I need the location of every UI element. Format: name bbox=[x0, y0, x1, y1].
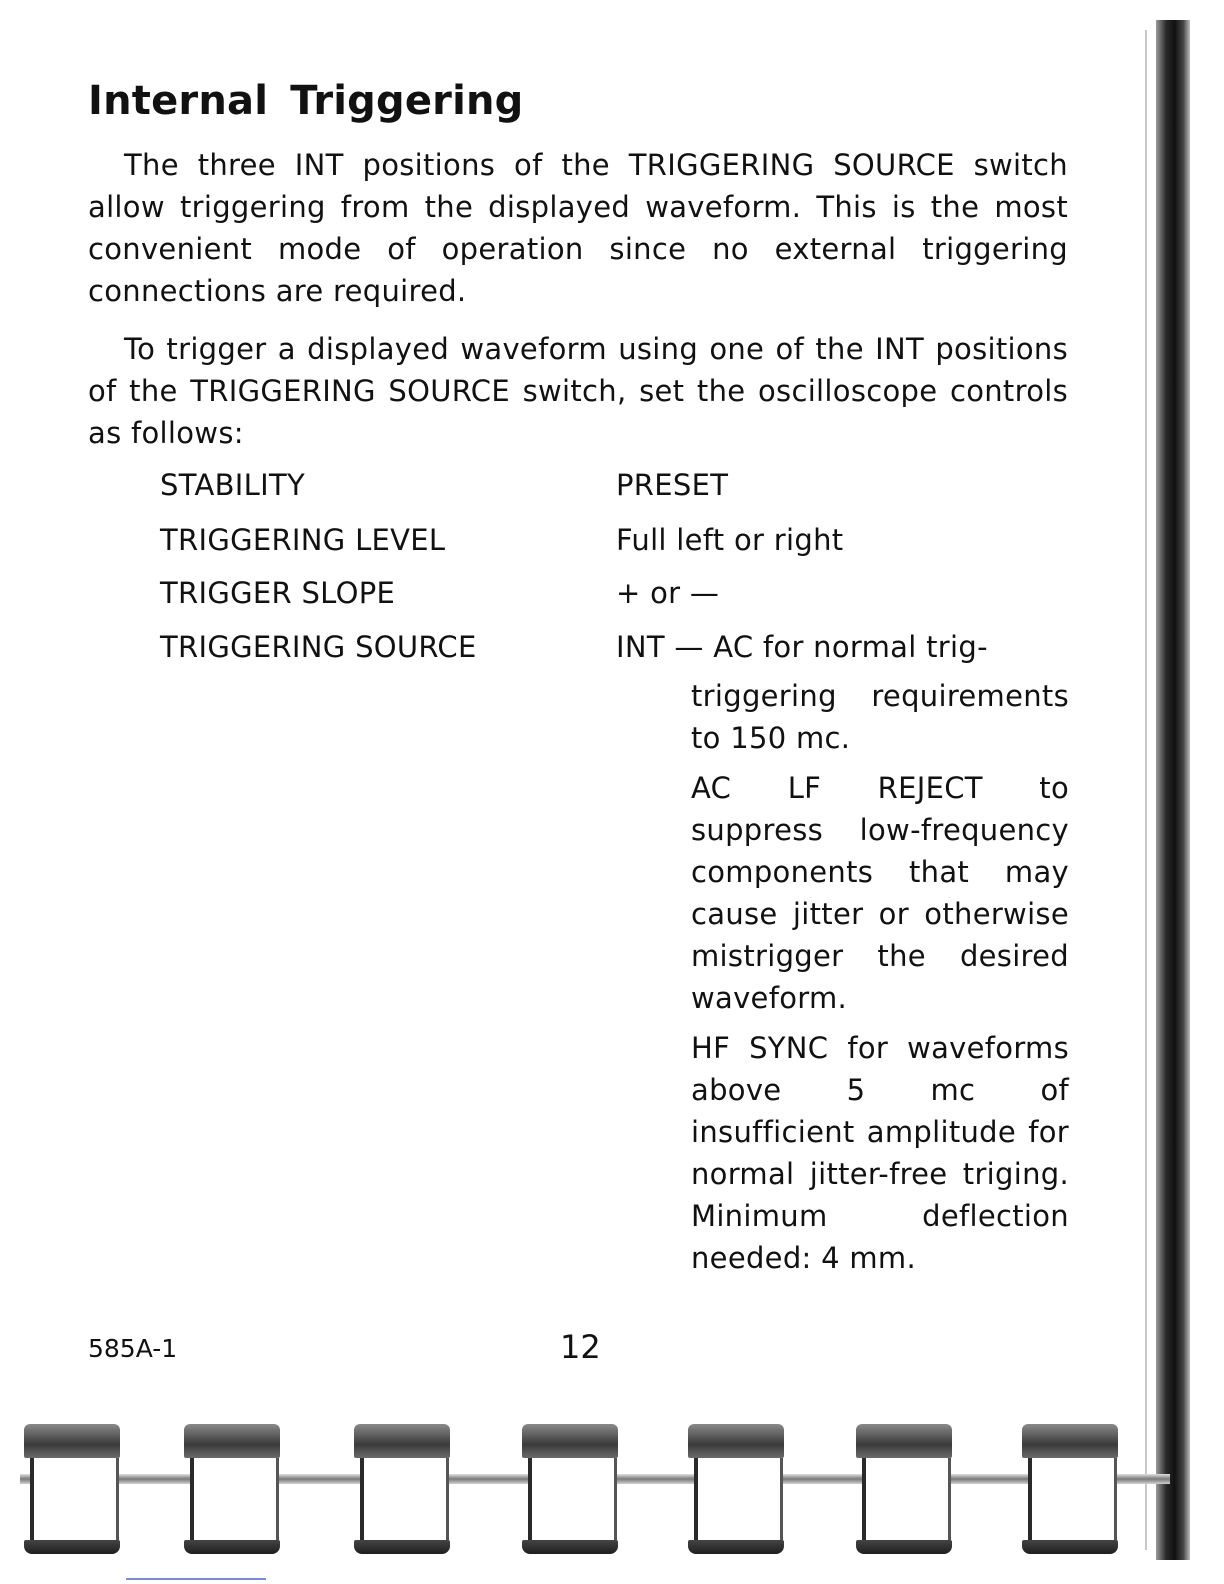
binding-edge bbox=[1156, 20, 1190, 1560]
instruction-paragraph: To trigger a displayed waveform using one of the INT positions of the TRIGGERING SOURCE switch, set the oscilloscope controls as follows: bbox=[88, 332, 1068, 450]
setting-label: STABILITY bbox=[160, 468, 305, 502]
binding-ring bbox=[1022, 1424, 1118, 1556]
section-heading: Internal Triggering bbox=[88, 78, 524, 124]
document-id: 585A-1 bbox=[88, 1334, 178, 1363]
setting-value: Full left or right bbox=[616, 523, 844, 557]
scan-artifact-line bbox=[126, 1578, 266, 1580]
page-number: 12 bbox=[560, 1328, 601, 1366]
binding-ring bbox=[522, 1424, 618, 1556]
binding-ring bbox=[184, 1424, 280, 1556]
setting-value: + or — bbox=[616, 576, 720, 610]
setting-label: TRIGGERING LEVEL bbox=[160, 523, 446, 557]
note-hf-sync: HF SYNC for waveforms above 5 mc of insufficient amplitude for normal jitter-free triging. Minimum deflection needed: 4 mm. bbox=[691, 1031, 1069, 1275]
setting-value: INT — AC for normal trig- bbox=[616, 630, 988, 664]
binding-ring bbox=[688, 1424, 784, 1556]
setting-label: TRIGGER SLOPE bbox=[160, 576, 396, 610]
note-ac: triggering requirements to 150 mc. bbox=[691, 679, 1069, 755]
triggering-source-notes bbox=[691, 675, 1069, 1287]
setting-label: TRIGGERING SOURCE bbox=[160, 630, 477, 664]
setting-value: PRESET bbox=[616, 468, 729, 502]
note-ac-lf-reject: AC LF REJECT to suppress low-frequency components that may cause jitter or otherwise mistrigger the desired waveform. bbox=[691, 771, 1069, 1015]
binding-ring bbox=[856, 1424, 952, 1556]
binding-ring bbox=[24, 1424, 120, 1556]
binding-ring bbox=[354, 1424, 450, 1556]
intro-paragraph: The three INT positions of the TRIGGERING SOURCE switch allow triggering from the displayed waveform. This is the most convenient mode of operation since no external triggering connections are required. bbox=[88, 148, 1068, 308]
page-edge-shadow bbox=[1145, 30, 1147, 1550]
